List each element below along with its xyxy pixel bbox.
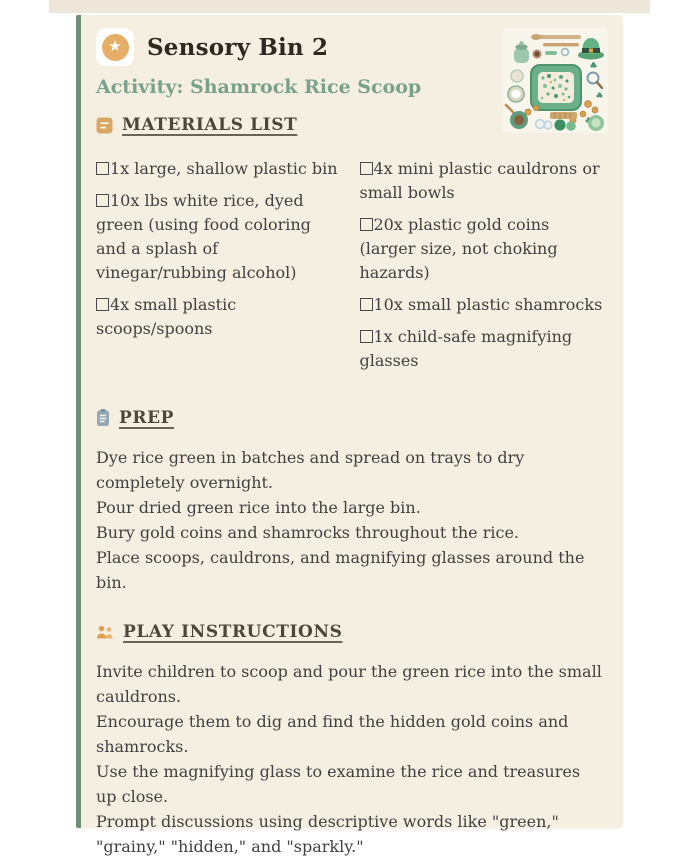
prep-line: Pour dried green rice into the large bin. bbox=[96, 498, 421, 517]
material-item-label: 1x large, shallow plastic bin bbox=[110, 159, 338, 178]
play-line: Use the magnifying glass to examine the rice and treasures up close. bbox=[96, 762, 581, 806]
material-item-label: 4x small plastic scoops/spoons bbox=[96, 295, 237, 338]
note-icon bbox=[96, 117, 113, 134]
material-item-label: 1x child-safe magnifying glasses bbox=[359, 327, 573, 370]
star-badge bbox=[96, 28, 134, 66]
star-icon bbox=[102, 34, 129, 61]
play-line: Prompt discussions using descriptive words like "green," "grainy," "hidden," and "sparkly." bbox=[96, 812, 559, 856]
materials-column-left bbox=[96, 157, 342, 381]
material-item-label: 4x mini plastic cauldrons or small bowls bbox=[359, 159, 600, 202]
play-section-heading bbox=[96, 622, 605, 642]
activity-card bbox=[76, 15, 623, 856]
material-item bbox=[96, 189, 342, 285]
play-heading: PLAY INSTRUCTIONS bbox=[123, 622, 343, 642]
materials-heading: MATERIALS LIST bbox=[122, 115, 298, 135]
play-line: Encourage them to dig and find the hidden gold coins and shamrocks. bbox=[96, 712, 569, 756]
users-icon bbox=[96, 625, 114, 640]
page-title: Sensory Bin 2 bbox=[147, 33, 329, 61]
activity-subtitle: Activity: Shamrock Rice Scoop bbox=[96, 76, 422, 98]
material-item-label: 20x plastic gold coins (larger size, not choking hazards) bbox=[359, 215, 558, 282]
top-strip bbox=[49, 0, 650, 13]
material-item bbox=[360, 325, 606, 373]
material-item-label: 10x lbs white rice, dyed green (using food coloring and a splash of vinegar/rubbing alcohol) bbox=[96, 191, 311, 282]
checkbox-icon[interactable] bbox=[360, 330, 373, 343]
star-glyph: ★ bbox=[108, 36, 122, 55]
prep-heading: PREP bbox=[119, 408, 175, 428]
checkbox-icon[interactable] bbox=[360, 298, 373, 311]
materials-list bbox=[96, 157, 605, 381]
material-item-label: 10x small plastic shamrocks bbox=[373, 295, 603, 314]
play-text bbox=[96, 659, 605, 859]
play-line: Invite children to scoop and pour the green rice into the small cauldrons. bbox=[96, 662, 602, 706]
checkbox-icon[interactable] bbox=[96, 298, 109, 311]
prep-line: Place scoops, cauldrons, and magnifying glasses around the bin. bbox=[96, 548, 585, 592]
checkbox-icon[interactable] bbox=[96, 194, 109, 207]
sensory-bin-illustration bbox=[503, 28, 608, 133]
sensory-bin-art bbox=[503, 28, 608, 133]
material-item bbox=[360, 213, 606, 285]
prep-line: Bury gold coins and shamrocks throughout the rice. bbox=[96, 523, 519, 542]
checkbox-icon[interactable] bbox=[360, 218, 373, 231]
prep-text bbox=[96, 445, 605, 595]
prep-section-heading bbox=[96, 408, 605, 428]
materials-column-right bbox=[360, 157, 606, 381]
checkbox-icon[interactable] bbox=[360, 162, 373, 175]
material-item bbox=[360, 157, 606, 205]
prep-line: Dye rice green in batches and spread on trays to dry completely overnight. bbox=[96, 448, 525, 492]
clipboard-icon bbox=[96, 409, 110, 427]
material-item bbox=[96, 157, 342, 181]
checkbox-icon[interactable] bbox=[96, 162, 109, 175]
material-item bbox=[96, 293, 342, 341]
material-item bbox=[360, 293, 606, 317]
